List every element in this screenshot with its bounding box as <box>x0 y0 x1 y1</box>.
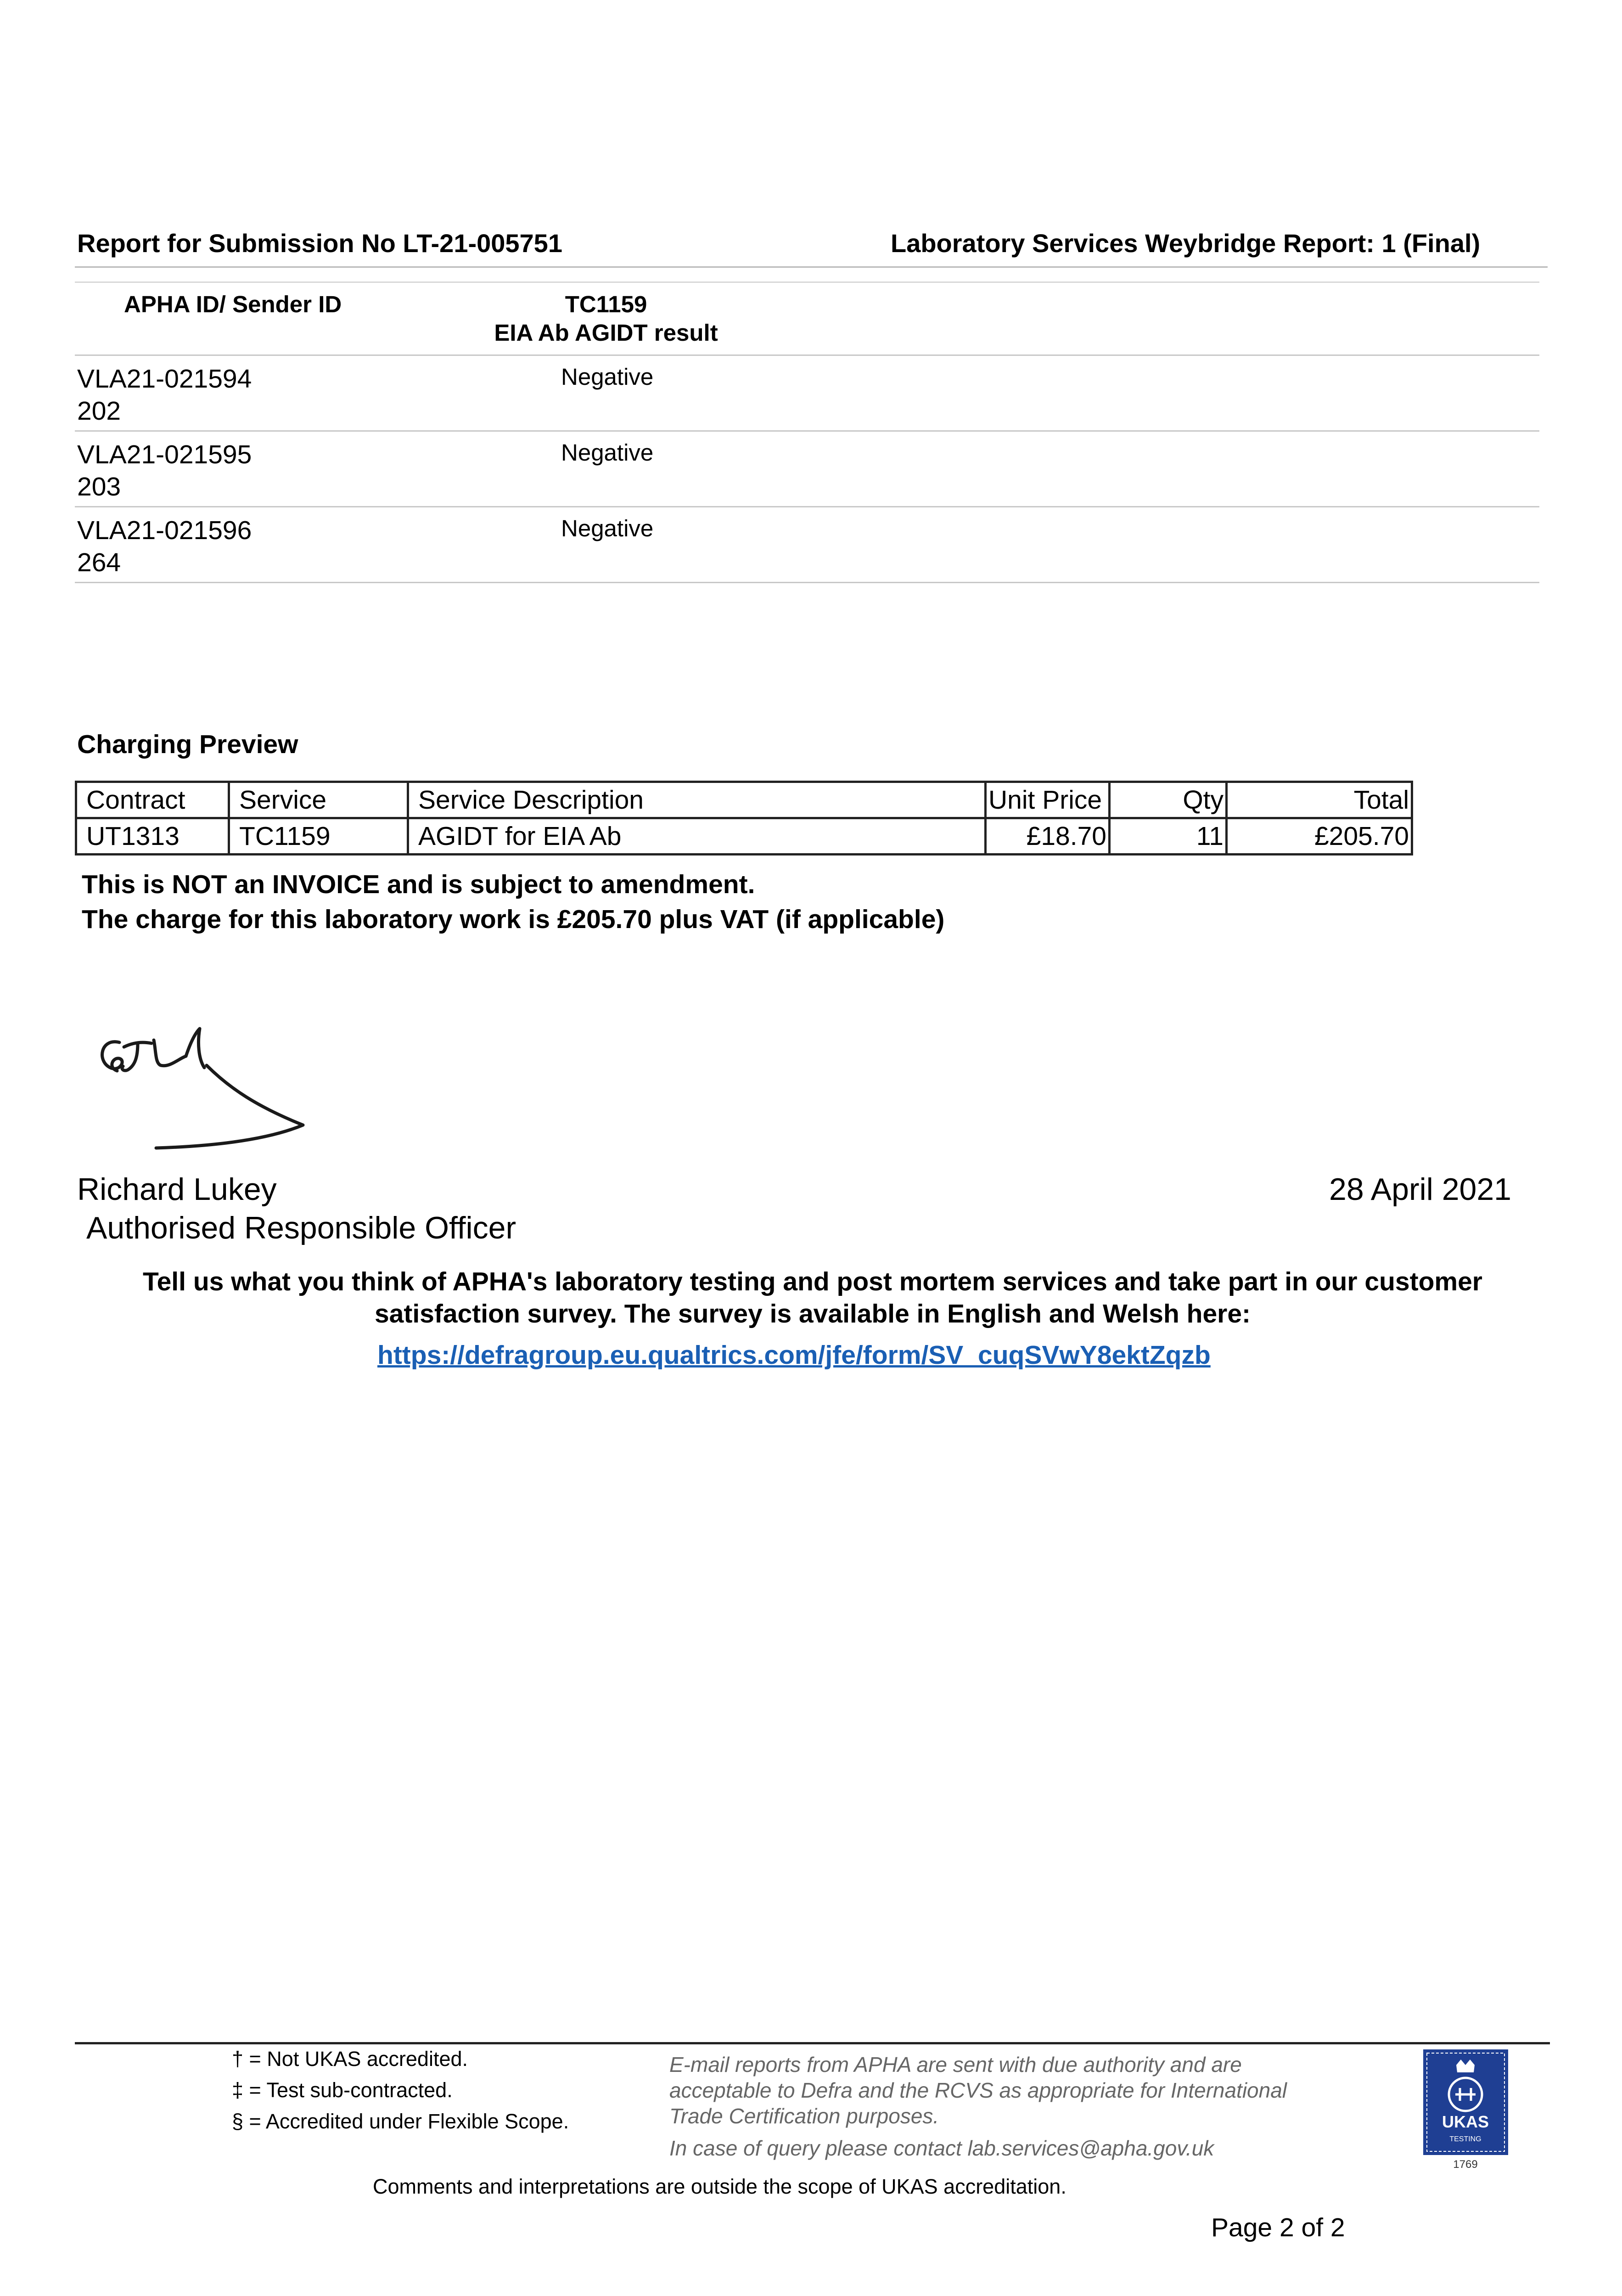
table-row <box>77 439 252 503</box>
survey-link[interactable]: https://defragroup.eu.qualtrics.com/jfe/form/SV_cuqSVwY8ektZqzb <box>377 1340 1211 1370</box>
sender-id: 264 <box>77 548 121 577</box>
results-top-rule <box>75 281 1539 283</box>
th-unit-price: Unit Price <box>986 782 1110 818</box>
result-value: Negative <box>561 515 654 541</box>
report-lab-title: Laboratory Services Weybridge Report: 1 (Final) <box>891 229 1481 258</box>
contact-text: In case of query please contact lab.services@apha.gov.uk <box>669 2136 1214 2160</box>
charging-table <box>75 781 1413 855</box>
charge-notice: The charge for this laboratory work is £205.70 plus VAT (if applicable) <box>82 905 945 934</box>
charging-title: Charging Preview <box>77 730 298 759</box>
row-divider <box>75 582 1539 583</box>
ukas-logo <box>1423 2049 1508 2173</box>
th-total: Total <box>1227 782 1412 818</box>
signatory-name: Richard Lukey <box>77 1172 277 1207</box>
ukas-logo-sub: TESTING <box>1449 2135 1482 2143</box>
table-row <box>76 818 1412 855</box>
charging-header-row <box>76 782 1412 818</box>
row-divider <box>75 355 1539 356</box>
legend-flexible-scope: § = Accredited under Flexible Scope. <box>232 2110 569 2133</box>
signature-image <box>92 1015 321 1166</box>
legend-list <box>232 2043 569 2137</box>
signatory-role: Authorised Responsible Officer <box>86 1210 516 1245</box>
cell-unit-price: £18.70 <box>986 818 1110 855</box>
th-service-description: Service Description <box>408 782 986 818</box>
cell-service: TC1159 <box>229 818 408 855</box>
cell-qty: 11 <box>1110 818 1227 855</box>
legend-sub-contracted: ‡ = Test sub-contracted. <box>232 2078 453 2102</box>
page-number: Page 2 of 2 <box>1211 2213 1345 2242</box>
header-rule <box>75 266 1548 268</box>
col-header-test-name: EIA Ab AGIDT result <box>494 320 718 346</box>
th-contract: Contract <box>76 782 229 818</box>
invoice-notice: This is NOT an INVOICE and is subject to amendment. <box>82 870 755 899</box>
signature-date: 28 April 2021 <box>1329 1172 1511 1207</box>
table-row <box>77 514 252 579</box>
survey-text: Tell us what you think of APHA's laboratory testing and post mortem services and take part in our customer satisfaction survey. The survey is available in English and Welsh here: <box>143 1267 1482 1328</box>
col-header-test-code: TC1159 <box>565 291 647 317</box>
cell-total: £205.70 <box>1227 818 1412 855</box>
th-qty: Qty <box>1110 782 1227 818</box>
ukas-logo-number: 1769 <box>1453 2158 1478 2171</box>
sender-id: 203 <box>77 472 121 501</box>
row-divider <box>75 506 1539 507</box>
report-submission-title: Report for Submission No LT-21-005751 <box>77 229 562 258</box>
cell-service-description: AGIDT for EIA Ab <box>408 818 986 855</box>
cell-contract: UT1313 <box>76 818 229 855</box>
apha-id: VLA21-021596 <box>77 516 252 545</box>
apha-id: VLA21-021594 <box>77 364 252 394</box>
th-service: Service <box>229 782 408 818</box>
apha-id: VLA21-021595 <box>77 440 252 469</box>
table-row <box>77 363 252 427</box>
row-divider <box>75 430 1539 432</box>
result-value: Negative <box>561 439 654 466</box>
col-header-id: APHA ID/ Sender ID <box>124 291 342 317</box>
ukas-scope-note: Comments and interpretations are outside the scope of UKAS accreditation. <box>373 2175 1066 2198</box>
result-value: Negative <box>561 364 654 390</box>
ukas-logo-text: UKAS <box>1442 2112 1489 2131</box>
legend-not-accredited: † = Not UKAS accredited. <box>232 2047 468 2071</box>
sender-id: 202 <box>77 396 121 426</box>
disclaimer-text: E-mail reports from APHA are sent with due authority and are acceptable to Defra and the RCVS as appropriate for International Trade Certification purposes. <box>669 2053 1287 2128</box>
